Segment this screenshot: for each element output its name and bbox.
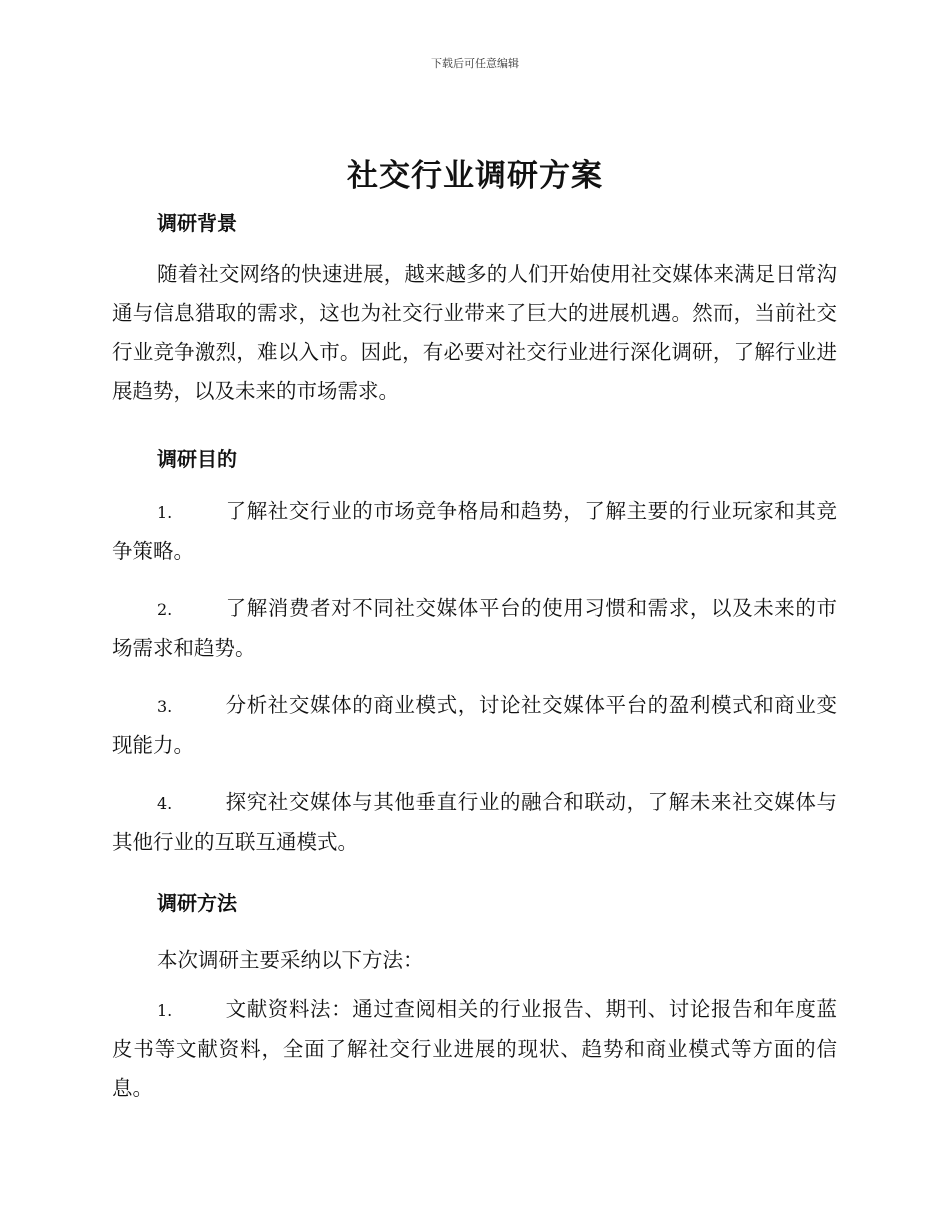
list-item-text: 探究社交媒体与其他垂直行业的融合和联动，了解未来社交媒体与其他行业的互联互通模式。 (112, 790, 837, 854)
list-item-text: 文献资料法：通过查阅相关的行业报告、期刊、讨论报告和年度蓝皮书等文献资料，全面了解社交行业进展的现状、趋势和商业模式等方面的信息。 (112, 997, 837, 1100)
purpose-item (112, 686, 837, 765)
list-number: 1. (157, 503, 173, 522)
method-item (112, 990, 837, 1108)
purpose-item (112, 492, 837, 571)
list-item-text: 了解社交行业的市场竞争格局和趋势，了解主要的行业玩家和其竞争策略。 (112, 499, 837, 563)
section-heading-method: 调研方法 (157, 891, 237, 915)
document-title: 社交行业调研方案 (347, 158, 603, 194)
purpose-item (112, 589, 837, 668)
header-note: 下载后可任意编辑 (431, 57, 519, 70)
list-number: 1. (157, 1001, 173, 1020)
list-item-text: 分析社交媒体的商业模式，讨论社交媒体平台的盈利模式和商业变现能力。 (112, 693, 837, 757)
list-number: 2. (157, 600, 173, 619)
background-paragraph: 随着社交网络的快速进展，越来越多的人们开始使用社交媒体来满足日常沟通与信息猎取的需求，这也为社交行业带来了巨大的进展机遇。然而，当前社交行业竞争激烈，难以入市。因此，有必要对社交行业进行深化调研，了解行业进展趋势，以及未来的市场需求。 (112, 262, 837, 403)
list-number: 3. (157, 697, 173, 716)
list-number: 4. (157, 794, 173, 813)
method-intro: 本次调研主要采纳以下方法： (157, 948, 424, 972)
section-heading-purpose: 调研目的 (157, 447, 237, 471)
purpose-item (112, 783, 837, 862)
section-heading-background: 调研背景 (157, 211, 237, 235)
list-item-text: 了解消费者对不同社交媒体平台的使用习惯和需求，以及未来的市场需求和趋势。 (112, 596, 837, 660)
